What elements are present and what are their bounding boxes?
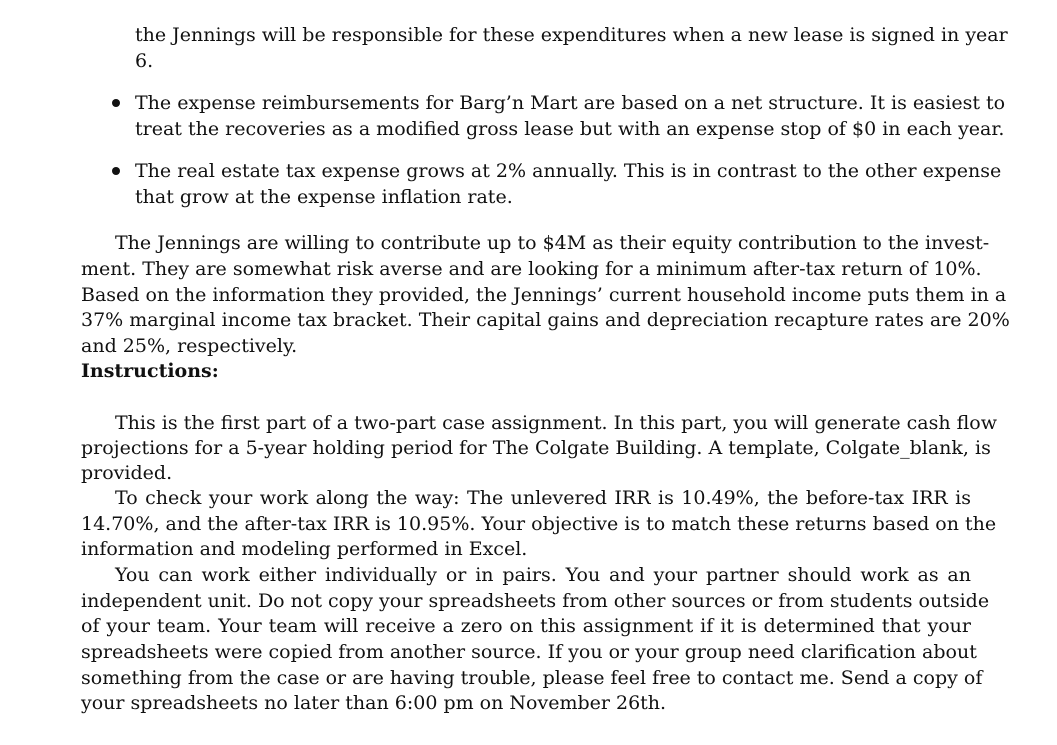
continuation-line: 6. [135,50,154,72]
continuation-line: the Jennings will be responsible for these expenditures when a new lease is signed in year [135,24,1008,46]
bullet-icon [112,99,120,107]
instructions-heading: Instructions: [81,360,219,382]
paragraph-line: provided. [81,462,173,484]
bullet-item-line: The real estate tax expense grows at 2% annually. This is in contrast to the other expense [135,160,1002,182]
paragraph-line: Based on the information they provided, the Jennings’ current household income puts them in a [81,284,1007,306]
bullet-icon [112,167,120,175]
paragraph-line: of your team. Your team will receive a zero on this assignment if it is determined that your [81,615,971,637]
paragraph-line: your spreadsheets no later than 6:00 pm on November 26th. [81,692,667,714]
paragraph-line: ment. They are somewhat risk averse and are looking for a minimum after-tax return of 10%. [81,258,982,280]
bullet-item-line: that grow at the expense inflation rate. [135,186,513,208]
paragraph-line: 14.70%, and the after-tax IRR is 10.95%. Your objective is to match these returns based on the [81,513,997,535]
bullet-item-line: The expense reimbursements for Barg’n Mart are based on a net structure. It is easiest to [135,92,1006,114]
paragraph-line: and 25%, respectively. [81,335,298,357]
paragraph-line: This is the first part of a two-part case assignment. In this part, you will generate cash flow [115,412,998,434]
bullet-item-line: treat the recoveries as a modified gross lease but with an expense stop of $0 in each year. [135,118,1005,140]
paragraph-line: To check your work along the way: The unlevered IRR is 10.49%, the before-tax IRR is [115,487,971,509]
paragraph-line: You can work either individually or in pairs. You and your partner should work as an [115,564,971,586]
paragraph-line: The Jennings are willing to contribute up to $4M as their equity contribution to the invest- [115,232,990,254]
paragraph-line: projections for a 5-year holding period for The Colgate Building. A template, Colgate_blank, is [81,437,991,459]
paragraph-line: spreadsheets were copied from another source. If you or your group need clarification about [81,641,977,663]
paragraph-line: something from the case or are having trouble, please feel free to contact me. Send a copy of [81,667,983,689]
paragraph-line: independent unit. Do not copy your spreadsheets from other sources or from students outside [81,590,990,612]
paragraph-line: information and modeling performed in Excel. [81,538,528,560]
paragraph-line: 37% marginal income tax bracket. Their capital gains and depreciation recapture rates are 20% [81,309,1010,331]
